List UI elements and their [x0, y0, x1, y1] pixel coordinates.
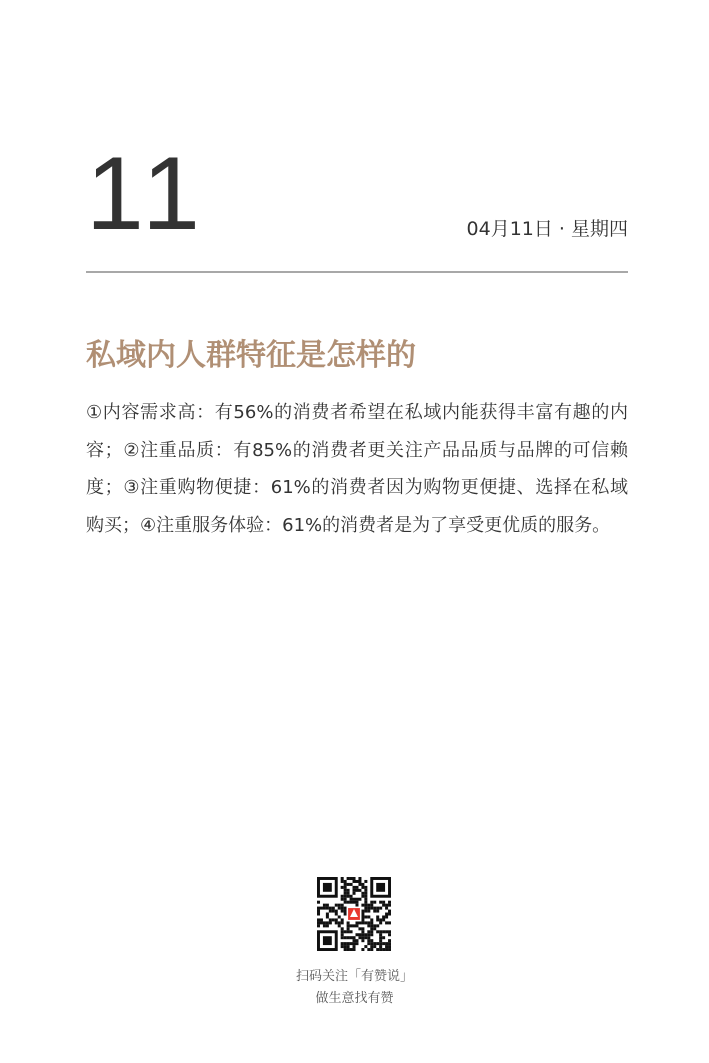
- qr-caption-follow: 扫码关注「有赞说」: [295, 969, 413, 984]
- qr-code-graphic: [317, 877, 391, 951]
- day-number: 11: [86, 136, 206, 252]
- article-title: 私域内人群特征是怎样的: [86, 338, 416, 373]
- article-body: ①内容需求高：有56%的消费者希望在私域内能获得丰富有趣的内容；②注重品质：有85%的消费者更关注产品品质与品牌的可信赖度；③注重购物便捷：61%的消费者因为购物更便捷、选择在私域购买；④注重服务体验：61%的消费者是为了享受更优质的服务。: [86, 402, 628, 536]
- header-divider: [86, 271, 628, 273]
- qr-caption-slogan: 做生意找有赞: [315, 991, 394, 1006]
- date-label: 04月11日 · 星期四: [466, 218, 628, 240]
- qr-code-icon[interactable]: [317, 877, 391, 951]
